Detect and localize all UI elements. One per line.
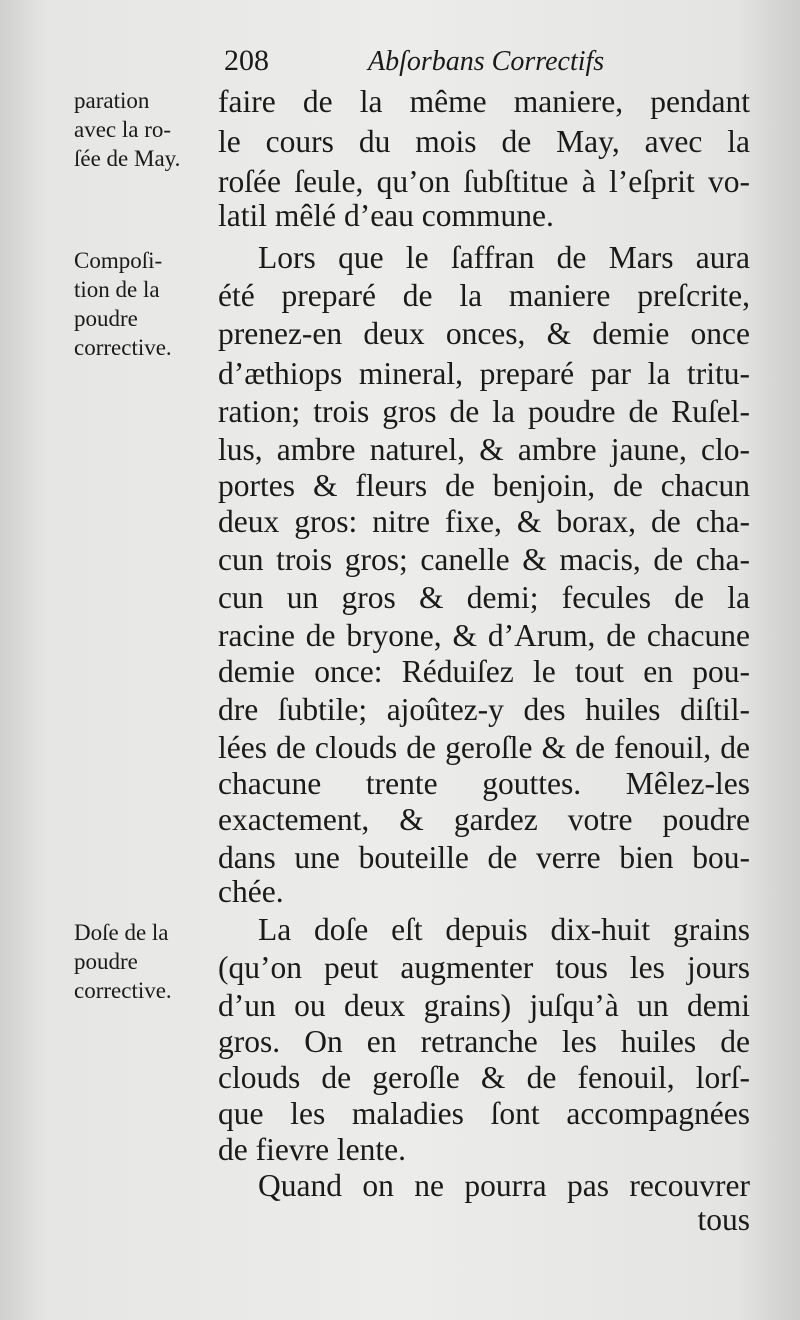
- text-line: dre ſubtile; ajoûtez-y des huiles diſtil-: [218, 692, 750, 727]
- running-title: Abſorbans Correctifs: [368, 46, 605, 77]
- text-line: gros. On en retranche les huiles de: [218, 1024, 750, 1059]
- text-line: le cours du mois de May, avec la: [218, 124, 750, 159]
- margin-note-line: tion de la: [74, 277, 160, 302]
- catchword: tous: [697, 1202, 750, 1237]
- margin-note-line: paration: [74, 88, 150, 113]
- text-line: chée.: [218, 874, 284, 909]
- margin-note-line: avec la ro-: [74, 117, 172, 142]
- margin-note-line: corrective.: [74, 978, 172, 1003]
- page-header: [0, 44, 800, 84]
- text-line: deux gros: nitre fixe, & borax, de cha-: [218, 504, 750, 539]
- text-line: (qu’on peut augmenter tous les jours: [218, 950, 750, 985]
- text-line: lus, ambre naturel, & ambre jaune, clo-: [218, 432, 750, 467]
- text-line: latil mêlé d’eau commune.: [218, 198, 554, 233]
- text-line: prenez-en deux onces, & demie once: [218, 316, 750, 351]
- margin-note-line: ſée de May.: [74, 146, 181, 171]
- margin-note-line: poudre: [74, 949, 138, 974]
- text-line: La doſe eſt depuis dix-huit grains: [258, 912, 750, 947]
- page-number: 208: [224, 44, 269, 77]
- text-line: de fievre lente.: [218, 1132, 407, 1167]
- margin-note-dose: [74, 918, 172, 1005]
- text-line: clouds de geroſle & de fenouil, lorſ-: [218, 1060, 750, 1095]
- text-line: faire de la même maniere, pendant: [218, 84, 750, 119]
- margin-note-composition: [74, 246, 172, 362]
- margin-note-line: Doſe de la: [74, 920, 169, 945]
- text-line: Quand on ne pourra pas recouvrer: [258, 1168, 750, 1203]
- margin-note-line: Compoſi-: [74, 248, 163, 273]
- text-line: roſée ſeule, qu’on ſubſtitue à l’eſprit vo-: [218, 164, 750, 199]
- margin-note-preparation: [74, 86, 180, 173]
- text-line: cun un gros & demi; fecules de la: [218, 580, 750, 615]
- text-line: lées de clouds de geroſle & de fenouil, de: [218, 730, 750, 765]
- text-line: cun trois gros; canelle & macis, de cha-: [218, 542, 750, 577]
- margin-note-line: corrective.: [74, 335, 172, 360]
- text-line: ration; trois gros de la poudre de Ruſel-: [218, 394, 750, 429]
- text-line: Lors que le ſaffran de Mars aura: [258, 240, 750, 275]
- text-line: été preparé de la maniere preſcrite,: [218, 278, 750, 313]
- text-line: chacune trente gouttes. Mêlez-les: [218, 766, 750, 801]
- text-line: portes & fleurs de benjoin, de chacun: [218, 468, 750, 503]
- text-line: demie once: Réduiſez le tout en pou-: [218, 654, 750, 689]
- margin-note-line: poudre: [74, 306, 138, 331]
- text-line: exactement, & gardez votre poudre: [218, 802, 750, 837]
- text-line: que les maladies ſont accompagnées: [218, 1096, 750, 1131]
- text-line: d’un ou deux grains) juſqu’à un demi: [218, 988, 750, 1023]
- text-line: dans une bouteille de verre bien bou-: [218, 840, 750, 875]
- text-line: d’æthiops mineral, preparé par la tritu-: [218, 356, 750, 391]
- text-line: racine de bryone, & d’Arum, de chacune: [218, 618, 750, 653]
